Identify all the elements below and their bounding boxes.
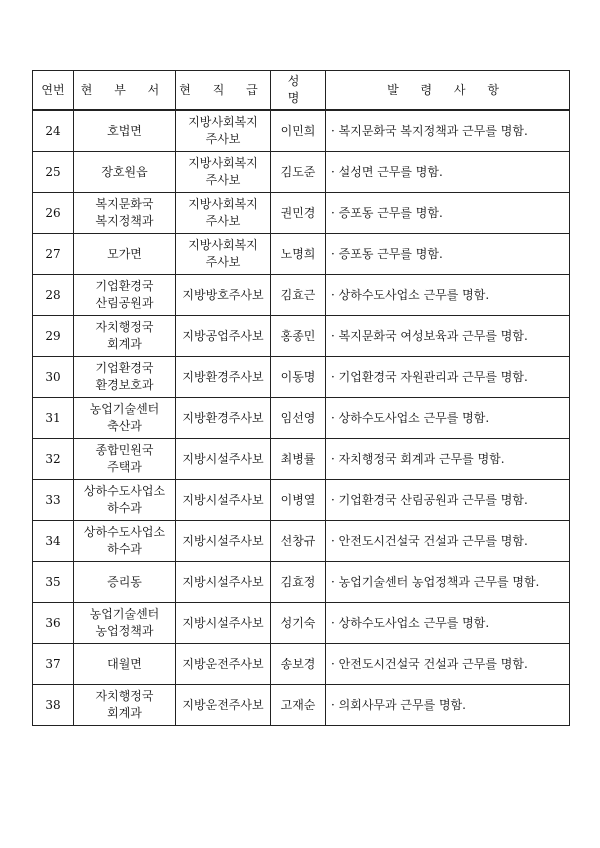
cell-dept: 상하수도사업소 하수과 xyxy=(74,521,176,562)
cell-order: · 복지문화국 여성보육과 근무를 명함. xyxy=(326,316,570,357)
cell-dept: 장호원읍 xyxy=(74,152,176,193)
cell-dept: 자치행정국 회계과 xyxy=(74,685,176,726)
cell-grade: 지방공업주사보 xyxy=(176,316,271,357)
cell-order: · 기업환경국 산림공원과 근무를 명함. xyxy=(326,480,570,521)
cell-order: · 의회사무과 근무를 명함. xyxy=(326,685,570,726)
table-row xyxy=(33,275,570,316)
cell-no: 31 xyxy=(33,398,74,439)
cell-dept: 증리동 xyxy=(74,562,176,603)
table-row xyxy=(33,316,570,357)
table-row xyxy=(33,110,570,152)
cell-no: 26 xyxy=(33,193,74,234)
cell-order: · 복지문화국 복지정책과 근무를 명함. xyxy=(326,110,570,152)
table-row xyxy=(33,644,570,685)
table-row xyxy=(33,603,570,644)
cell-no: 29 xyxy=(33,316,74,357)
cell-dept: 상하수도사업소 하수과 xyxy=(74,480,176,521)
cell-name: 홍종민 xyxy=(271,316,326,357)
cell-no: 32 xyxy=(33,439,74,480)
table-row xyxy=(33,398,570,439)
cell-order: · 농업기술센터 농업정책과 근무를 명함. xyxy=(326,562,570,603)
table-row xyxy=(33,152,570,193)
cell-name: 권민경 xyxy=(271,193,326,234)
header-name: 성 명 xyxy=(271,71,326,111)
cell-order: · 안전도시건설국 건설과 근무를 명함. xyxy=(326,644,570,685)
cell-no: 37 xyxy=(33,644,74,685)
cell-grade: 지방사회복지 주사보 xyxy=(176,110,271,152)
cell-dept: 기업환경국 산림공원과 xyxy=(74,275,176,316)
table-row xyxy=(33,480,570,521)
cell-name: 이민희 xyxy=(271,110,326,152)
header-row xyxy=(33,71,570,111)
personnel-order-table xyxy=(32,70,570,726)
cell-grade: 지방사회복지 주사보 xyxy=(176,193,271,234)
header-dept: 현 부 서 xyxy=(74,71,176,111)
header-order: 발 령 사 항 xyxy=(326,71,570,111)
cell-dept: 자치행정국 회계과 xyxy=(74,316,176,357)
cell-grade: 지방환경주사보 xyxy=(176,398,271,439)
cell-name: 고재순 xyxy=(271,685,326,726)
table-row xyxy=(33,685,570,726)
cell-dept: 농업기술센터 축산과 xyxy=(74,398,176,439)
cell-name: 송보경 xyxy=(271,644,326,685)
cell-grade: 지방시설주사보 xyxy=(176,439,271,480)
cell-no: 33 xyxy=(33,480,74,521)
cell-order: · 상하수도사업소 근무를 명함. xyxy=(326,398,570,439)
cell-no: 34 xyxy=(33,521,74,562)
cell-grade: 지방사회복지 주사보 xyxy=(176,152,271,193)
cell-grade: 지방시설주사보 xyxy=(176,562,271,603)
table-body xyxy=(33,110,570,726)
cell-order: · 증포동 근무를 명함. xyxy=(326,234,570,275)
table-row xyxy=(33,357,570,398)
cell-no: 28 xyxy=(33,275,74,316)
cell-no: 25 xyxy=(33,152,74,193)
cell-grade: 지방사회복지 주사보 xyxy=(176,234,271,275)
cell-no: 36 xyxy=(33,603,74,644)
cell-name: 김효근 xyxy=(271,275,326,316)
cell-order: · 기업환경국 자원관리과 근무를 명함. xyxy=(326,357,570,398)
cell-order: · 안전도시건설국 건설과 근무를 명함. xyxy=(326,521,570,562)
cell-dept: 모가면 xyxy=(74,234,176,275)
cell-dept: 농업기술센터 농업정책과 xyxy=(74,603,176,644)
cell-no: 30 xyxy=(33,357,74,398)
cell-name: 김효정 xyxy=(271,562,326,603)
table-row xyxy=(33,234,570,275)
cell-name: 임선영 xyxy=(271,398,326,439)
cell-no: 27 xyxy=(33,234,74,275)
cell-name: 성기숙 xyxy=(271,603,326,644)
cell-grade: 지방환경주사보 xyxy=(176,357,271,398)
table-row xyxy=(33,439,570,480)
cell-name: 이동명 xyxy=(271,357,326,398)
cell-name: 선창규 xyxy=(271,521,326,562)
table-row xyxy=(33,521,570,562)
cell-grade: 지방시설주사보 xyxy=(176,480,271,521)
cell-grade: 지방운전주사보 xyxy=(176,644,271,685)
cell-name: 이병열 xyxy=(271,480,326,521)
cell-dept: 기업환경국 환경보호과 xyxy=(74,357,176,398)
cell-dept: 대월면 xyxy=(74,644,176,685)
cell-order: · 설성면 근무를 명함. xyxy=(326,152,570,193)
cell-order: · 자치행정국 회계과 근무를 명함. xyxy=(326,439,570,480)
cell-no: 24 xyxy=(33,110,74,152)
cell-order: · 증포동 근무를 명함. xyxy=(326,193,570,234)
cell-grade: 지방방호주사보 xyxy=(176,275,271,316)
table-row xyxy=(33,193,570,234)
header-grade: 현 직 급 xyxy=(176,71,271,111)
table-header xyxy=(33,71,570,111)
cell-no: 38 xyxy=(33,685,74,726)
cell-dept: 복지문화국 복지정책과 xyxy=(74,193,176,234)
header-no: 연번 xyxy=(33,71,74,111)
cell-grade: 지방시설주사보 xyxy=(176,603,271,644)
cell-name: 김도준 xyxy=(271,152,326,193)
cell-order: · 상하수도사업소 근무를 명함. xyxy=(326,275,570,316)
cell-dept: 호법면 xyxy=(74,110,176,152)
cell-grade: 지방운전주사보 xyxy=(176,685,271,726)
cell-name: 노명희 xyxy=(271,234,326,275)
cell-order: · 상하수도사업소 근무를 명함. xyxy=(326,603,570,644)
cell-dept: 종합민원국 주택과 xyxy=(74,439,176,480)
cell-no: 35 xyxy=(33,562,74,603)
cell-name: 최병률 xyxy=(271,439,326,480)
cell-grade: 지방시설주사보 xyxy=(176,521,271,562)
table-row xyxy=(33,562,570,603)
